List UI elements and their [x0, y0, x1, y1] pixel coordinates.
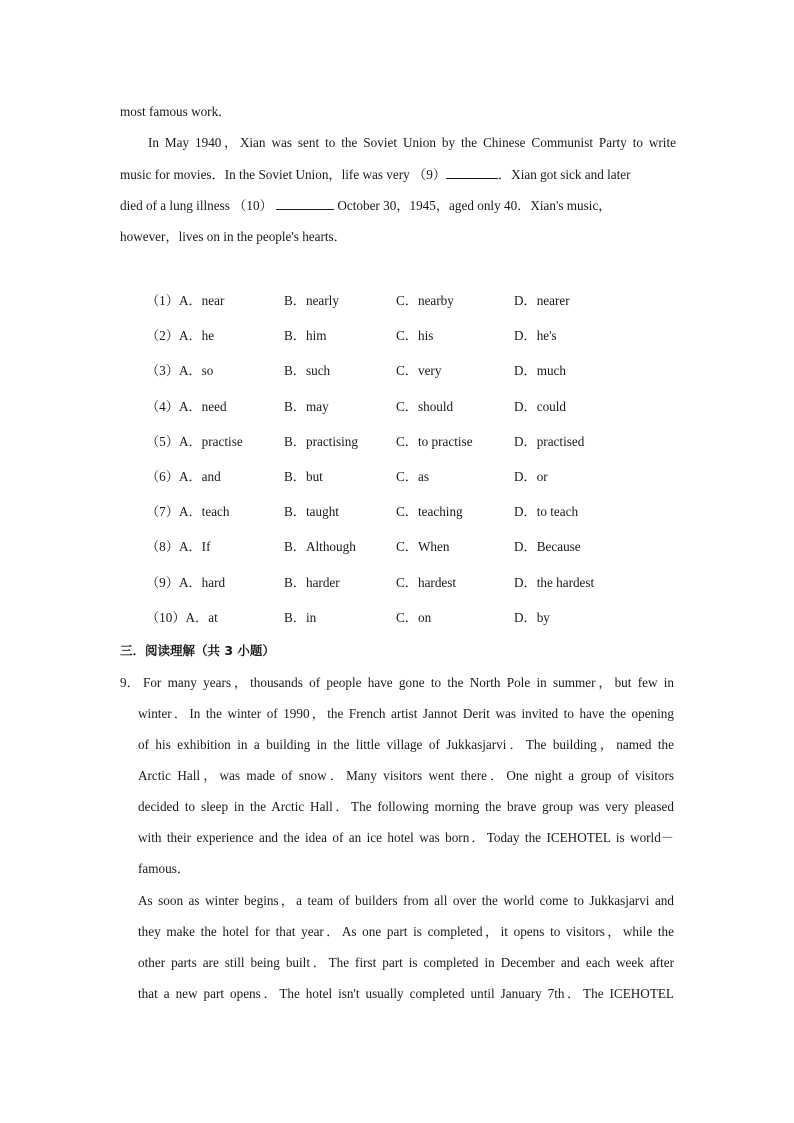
option-d: D．by: [514, 610, 550, 625]
option-row: [146, 575, 686, 591]
option-b: B．such: [284, 363, 331, 378]
option-c: C．very: [396, 363, 442, 378]
option-row: [146, 469, 686, 485]
passage-line: of his exhibition in a building in the little village of Jukkasjarvi．The building，named the: [138, 737, 674, 752]
option-d: D．could: [514, 399, 567, 414]
option-row: [146, 328, 686, 344]
option-a: （4）A．need: [146, 399, 227, 414]
option-a: （5）A．practise: [146, 434, 243, 449]
option-row: [146, 504, 686, 520]
option-a: （6）A．and: [146, 469, 221, 484]
option-d: D．much: [514, 363, 567, 378]
passage-line: that a new part opens．The hotel isn't usually completed until January 7th．The ICEHOTEL: [138, 986, 674, 1001]
option-a: （9）A．hard: [146, 575, 226, 590]
passage-line: [120, 197, 676, 214]
option-d: D．nearer: [514, 293, 570, 308]
option-b: B．harder: [284, 575, 340, 590]
option-c: C．to practise: [396, 434, 473, 449]
option-d: D．or: [514, 469, 548, 484]
option-row: [146, 363, 686, 379]
option-a: （1）A．near: [146, 293, 225, 308]
option-d: D．he's: [514, 328, 557, 343]
passage-text: ．Xian got sick and later: [497, 167, 631, 182]
option-b: B．Although: [284, 539, 356, 554]
passage-line: For many years，thousands of people have gone to the North Pole in summer，but few in: [143, 675, 674, 690]
option-row: [146, 399, 686, 415]
option-row: [146, 293, 686, 309]
passage-line: with their experience and the idea of an ice hotel was born．Today the ICEHOTEL is world－: [138, 830, 674, 845]
option-c: C．should: [396, 399, 454, 414]
option-row: [146, 610, 686, 626]
section-heading: 三．阅读理解（共 3 小题）: [120, 643, 275, 658]
option-c: C．on: [396, 610, 432, 625]
option-b: B．nearly: [284, 293, 339, 308]
passage-line: As soon as winter begins，a team of builders from all over the world come to Jukkasjarvi and: [138, 893, 674, 908]
answer-blank-9: [446, 166, 498, 179]
option-c: C．When: [396, 539, 450, 554]
option-c: C．teaching: [396, 504, 463, 519]
option-d: D．to teach: [514, 504, 579, 519]
option-d: D．practised: [514, 434, 585, 449]
option-d: D．the hardest: [514, 575, 595, 590]
passage-line: winter．In the winter of 1990，the French artist Jannot Derit was invited to have the opening: [138, 706, 674, 721]
passage-line: however，lives on in the people's hearts．: [120, 229, 347, 244]
answer-blank-10: [276, 197, 334, 210]
passage-text: music for movies．In the Soviet Union，life was very （9）: [120, 167, 446, 182]
passage-text: died of a lung illness （10）: [120, 198, 273, 213]
option-b: B．him: [284, 328, 327, 343]
option-a: （8）A．If: [146, 539, 211, 554]
option-b: B．may: [284, 399, 329, 414]
option-a: （7）A．teach: [146, 504, 230, 519]
option-b: B．but: [284, 469, 323, 484]
passage-line: famous．: [138, 861, 191, 876]
option-b: B．taught: [284, 504, 339, 519]
passage-line: In May 1940，Xian was sent to the Soviet Union by the Chinese Communist Party to write: [148, 135, 676, 150]
option-b: B．in: [284, 610, 317, 625]
option-a: （10）A．at: [146, 610, 218, 625]
option-c: C．nearby: [396, 293, 454, 308]
option-d: D．Because: [514, 539, 581, 554]
passage-text: October 30，1945，aged only 40．Xian's music，: [337, 198, 612, 213]
option-c: C．hardest: [396, 575, 457, 590]
option-a: （3）A．so: [146, 363, 214, 378]
option-row: [146, 434, 686, 450]
passage-line: they make the hotel for that year．As one part is completed，it opens to visitors，while the: [138, 924, 674, 939]
option-a: （2）A．he: [146, 328, 215, 343]
passage-line: other parts are still being built．The first part is completed in December and each week after: [138, 955, 674, 970]
question-number: 9．: [120, 675, 140, 690]
passage-line: Arctic Hall，was made of snow．Many visitors went there．One night a group of visitors: [138, 768, 674, 783]
passage-line: most famous work．: [120, 104, 232, 119]
option-c: C．his: [396, 328, 434, 343]
passage-line: [120, 166, 676, 183]
option-b: B．practising: [284, 434, 358, 449]
option-row: [146, 539, 686, 555]
passage-line: decided to sleep in the Arctic Hall．The following morning the brave group was very pleased: [138, 799, 674, 814]
option-c: C．as: [396, 469, 429, 484]
